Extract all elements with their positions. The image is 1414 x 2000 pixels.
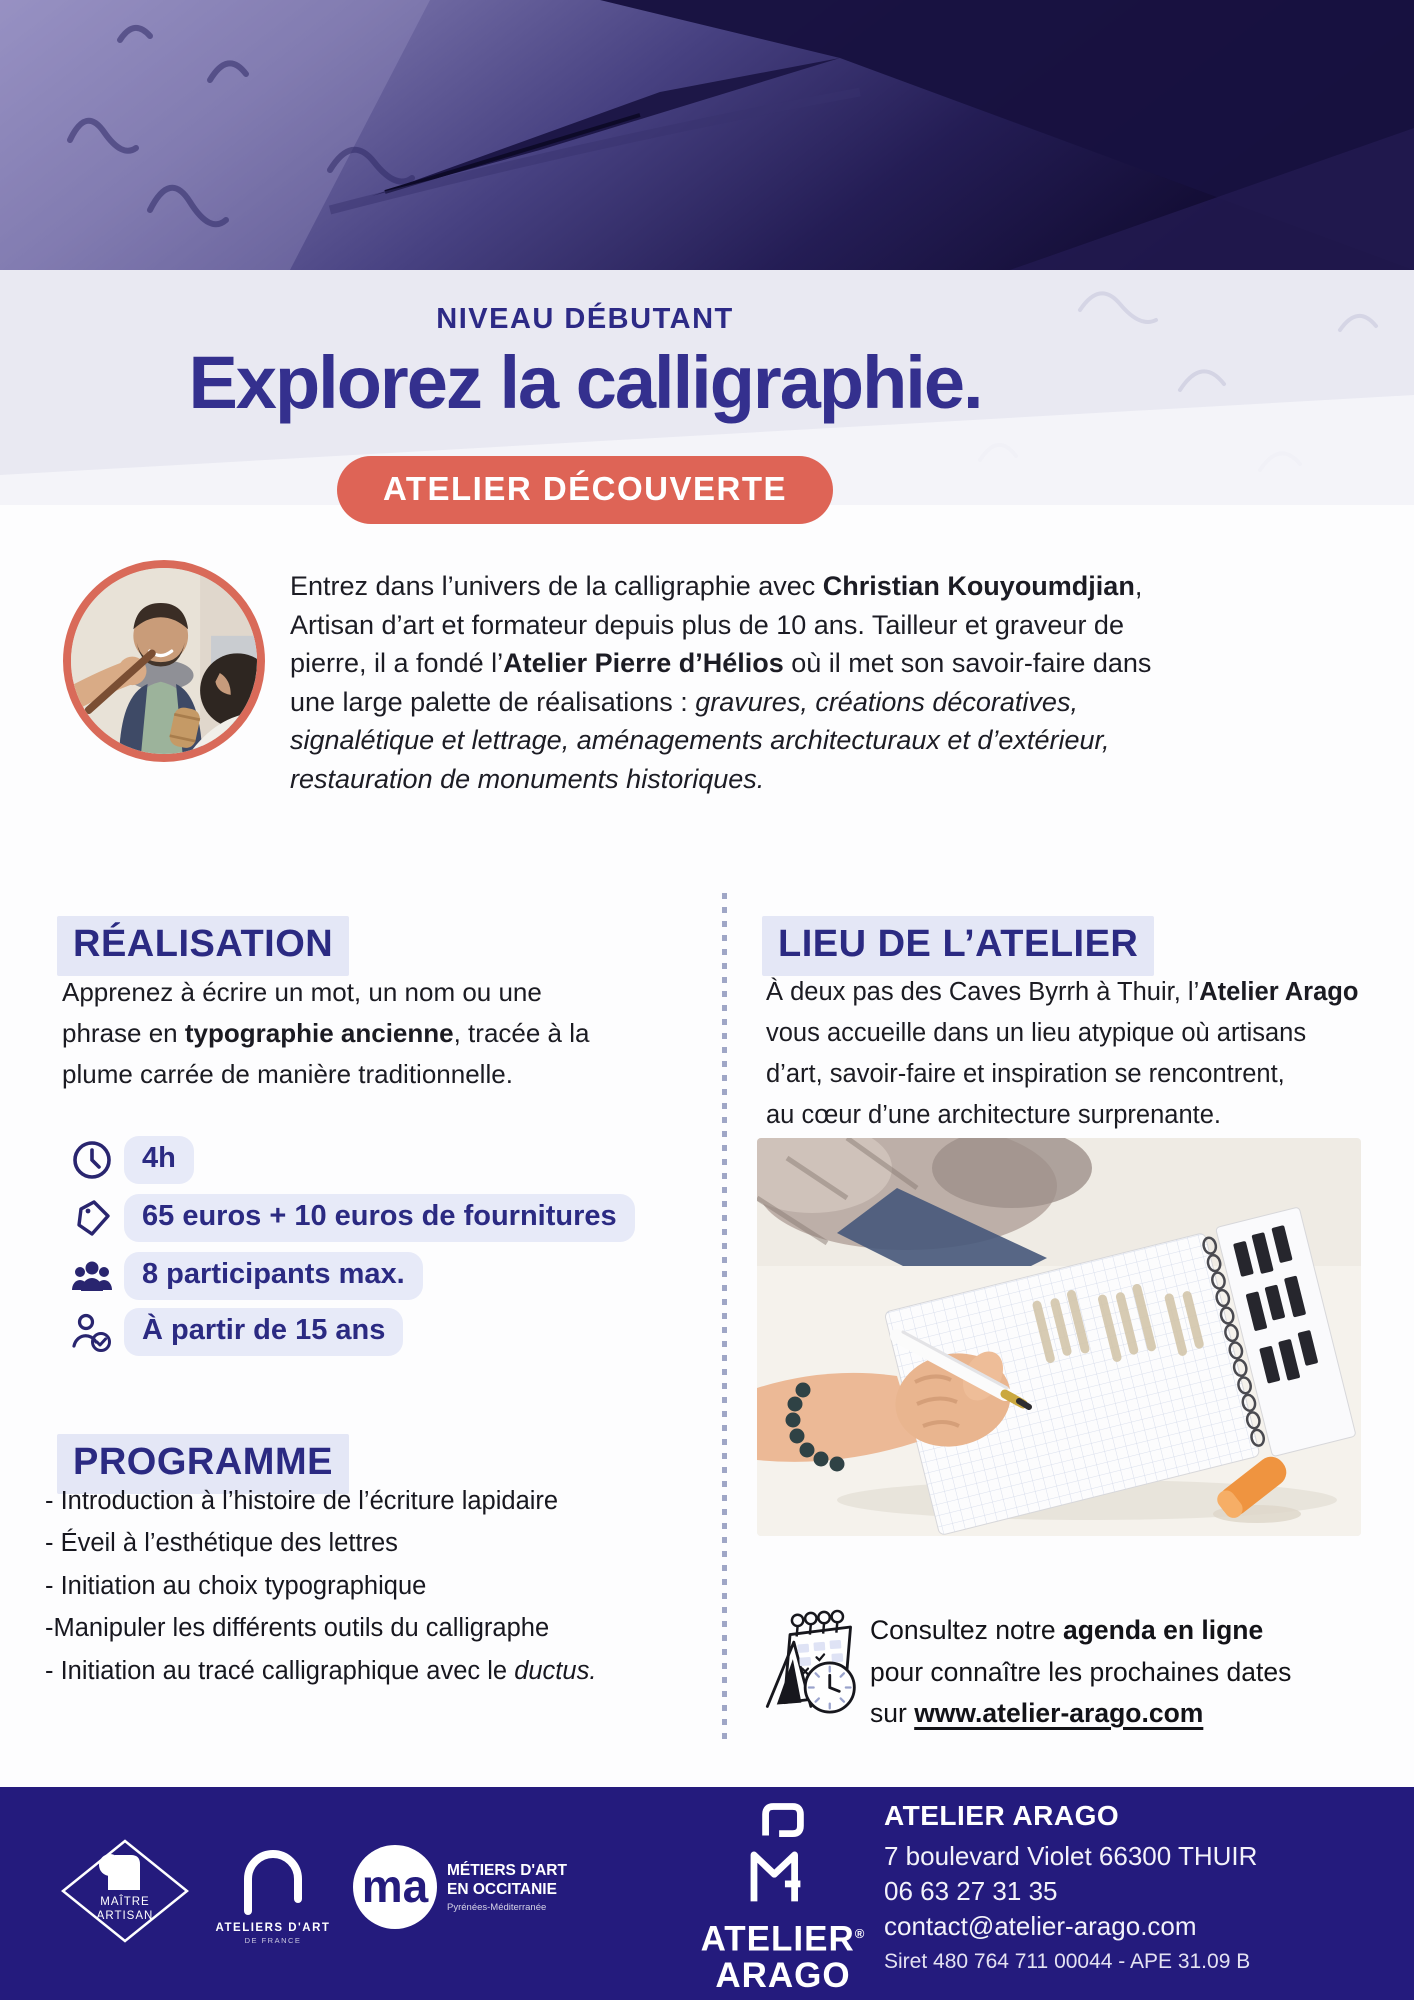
contact-email: contact@atelier-arago.com <box>884 1911 1197 1941</box>
text-segment: agenda en ligne <box>1062 1615 1264 1645</box>
contact-block <box>884 1800 1257 1974</box>
text-segment: où il met son savoir-faire dans <box>783 648 1152 679</box>
atelier-photo <box>757 1138 1361 1536</box>
clock-icon <box>70 1138 114 1182</box>
text-segment: typographie ancienne <box>184 1018 454 1048</box>
ma-glyph: ma <box>361 1860 429 1912</box>
hero-text <box>30 303 1140 524</box>
calligraphy-pen-photo <box>0 0 1414 270</box>
calligraphy-practice-photo <box>757 1138 1361 1536</box>
programme-list <box>45 1480 596 1692</box>
brand-word-atelier: ATELIER® <box>700 1919 866 1959</box>
ateliers-dart-de-france-logo <box>208 1831 338 1949</box>
agenda-text <box>870 1610 1291 1735</box>
text-segment: Consultez notre <box>870 1615 1063 1645</box>
age-row <box>70 1308 403 1356</box>
atelier-arago-logo <box>688 1793 878 1994</box>
text-segment: restauration de monuments historiques. <box>290 763 765 794</box>
text-segment: Christian Kouyoumdjian <box>822 571 1135 601</box>
text-segment: d’art, savoir-faire et inspiration se rencontrent, <box>766 1060 1285 1088</box>
programme-heading: PROGRAMME <box>57 1434 349 1494</box>
text-segment: Entrez dans l’univers de la calligraphie avec <box>290 571 823 601</box>
registered-mark: ® <box>854 1926 866 1941</box>
programme-item <box>45 1522 596 1564</box>
metiers-dart-occitanie-logo <box>345 1839 655 1943</box>
svg-text:EN OCCITANIE: EN OCCITANIE <box>447 1881 557 1898</box>
column-divider <box>722 893 727 1741</box>
ateliers-dart-label: ATELIERS D'ART <box>215 1922 331 1934</box>
instructor-photo <box>63 560 265 762</box>
maitre-artisan-label: MAÎTRE <box>100 1896 150 1908</box>
page-title: Explorez la calligraphie. <box>188 341 982 424</box>
participants-icon <box>70 1254 114 1298</box>
contact-address: 7 boulevard Violet 66300 THUIR <box>884 1841 1258 1871</box>
text-segment: sur <box>870 1698 915 1728</box>
participants-value: 8 participants max. <box>124 1252 423 1300</box>
text-segment: pierre, il a fondé l’ <box>290 648 504 679</box>
text-segment: une large palette de réalisations : <box>290 686 696 717</box>
programme-item <box>45 1607 596 1649</box>
maitre-artisan-logo <box>55 1831 195 1949</box>
text-segment: vous accueille dans un lieu atypique où artisans <box>766 1019 1307 1047</box>
text-segment: - Initiation au tracé calligraphique avec le <box>45 1656 515 1685</box>
price-tag-icon <box>70 1196 114 1240</box>
text-segment: Artisan d’art et formateur depuis plus de 10 ans. Tailleur et graveur de <box>290 609 1124 640</box>
text-segment: - Éveil à l’esthétique des lettres <box>45 1529 398 1558</box>
contact-phone: 06 63 27 31 35 <box>884 1876 1058 1906</box>
text-segment: Atelier Pierre d’Hélios <box>503 648 784 679</box>
instructor-photo-illustration <box>71 568 257 754</box>
metiers-dart-label: MÉTIERS D'ART <box>447 1862 567 1879</box>
text-segment: plume carrée de manière traditionnelle. <box>62 1059 513 1089</box>
svg-text:Pyrénées-Méditerranée: Pyrénées-Méditerranée <box>447 1902 547 1913</box>
duration-value: 4h <box>124 1136 194 1184</box>
text-segment: , tracée à la <box>453 1018 590 1048</box>
text-segment: -Manipuler les différents outils du calligraphe <box>45 1614 550 1643</box>
age-check-icon <box>70 1310 114 1354</box>
website-link[interactable]: www.atelier-arago.com <box>914 1698 1204 1728</box>
price-value: 65 euros + 10 euros de fournitures <box>124 1194 635 1242</box>
text-segment: , <box>1134 571 1143 601</box>
svg-text:DE FRANCE: DE FRANCE <box>244 1936 302 1945</box>
contact-siret: Siret 480 764 711 00044 - APE 31.09 B <box>884 1950 1251 1973</box>
contact-name: ATELIER ARAGO <box>884 1800 1120 1831</box>
level-kicker: NIVEAU DÉBUTANT <box>436 303 734 335</box>
text-segment: signalétique et lettrage, aménagements architecturaux et d’extérieur, <box>290 725 1110 756</box>
realisation-heading: RÉALISATION <box>57 916 349 976</box>
duration-row <box>70 1136 194 1184</box>
lieu-heading: LIEU DE L’ATELIER <box>762 916 1154 976</box>
text-segment: Atelier Arago <box>1199 978 1359 1006</box>
realisation-paragraph <box>62 972 692 1095</box>
lieu-paragraph <box>766 972 1411 1136</box>
text-segment: ductus. <box>514 1656 597 1685</box>
text-segment: gravures, créations décoratives, <box>695 686 1078 717</box>
text-segment: À deux pas des Caves Byrrh à Thuir, l’ <box>766 978 1200 1006</box>
footer <box>0 1787 1414 2000</box>
brand-word-arago: ARAGO <box>715 1955 851 1995</box>
programme-item <box>45 1565 596 1607</box>
programme-item <box>45 1480 596 1522</box>
intro-paragraph <box>290 567 1385 799</box>
age-value: À partir de 15 ans <box>124 1308 403 1356</box>
participants-row <box>70 1252 423 1300</box>
svg-text:ARTISAN: ARTISAN <box>96 1910 154 1922</box>
hero <box>0 0 1414 505</box>
arago-monogram <box>741 1793 825 1911</box>
text-segment: phrase en <box>62 1018 185 1048</box>
text-segment: Apprenez à écrire un mot, un nom ou une <box>62 977 542 1007</box>
workshop-type-badge: ATELIER DÉCOUVERTE <box>337 456 833 524</box>
text-segment: au cœur d’une architecture surprenante. <box>766 1101 1221 1129</box>
price-row <box>70 1194 635 1242</box>
programme-item <box>45 1650 596 1692</box>
text-segment: - Introduction à l’histoire de l’écriture lapidaire <box>45 1487 559 1515</box>
calendar-clock-icon <box>756 1604 860 1725</box>
text-segment: - Initiation au choix typographique <box>45 1571 427 1600</box>
text-segment: pour connaître les prochaines dates <box>870 1656 1292 1687</box>
